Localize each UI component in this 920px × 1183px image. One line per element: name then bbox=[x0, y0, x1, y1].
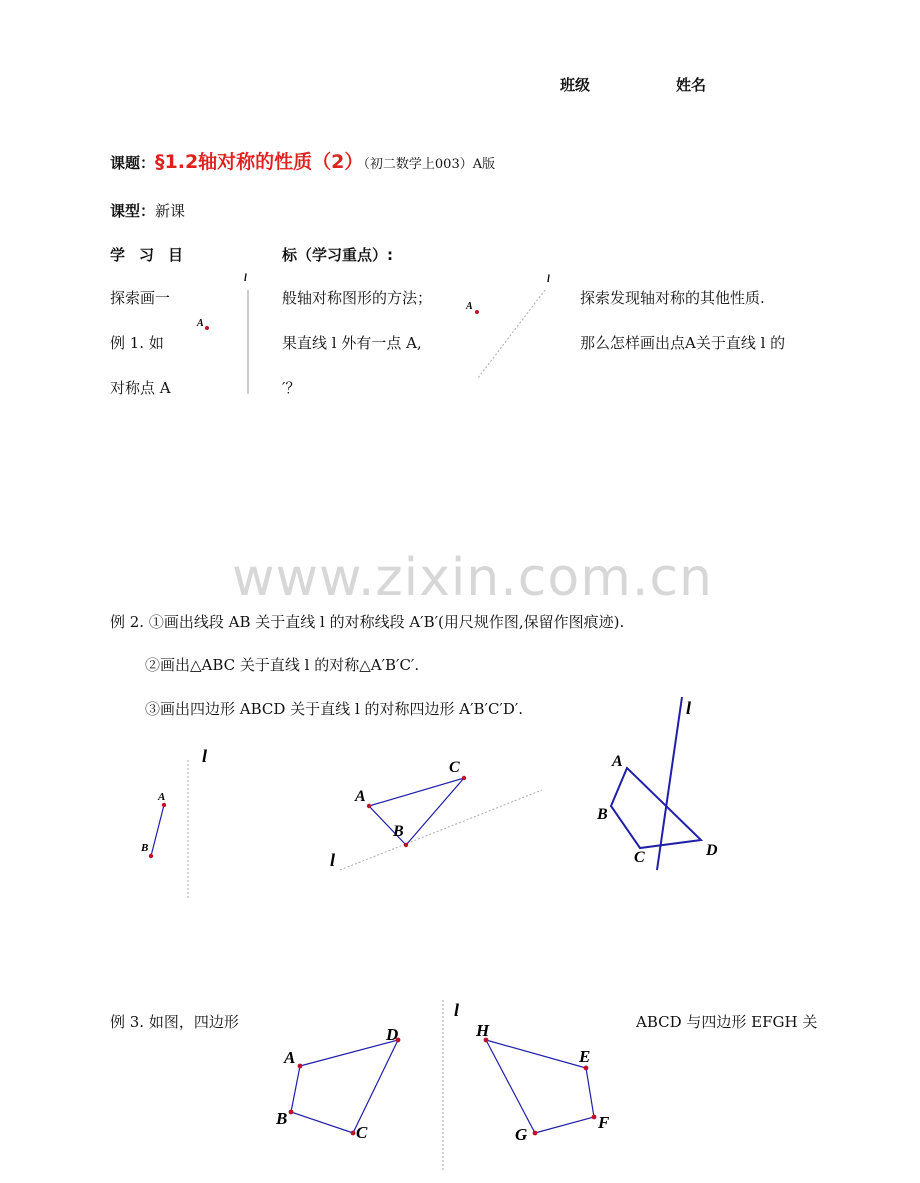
col1-line3: 对称点 A bbox=[110, 379, 171, 397]
example2-line3: ③画出四边形 ABCD 关于直线 l 的对称四边形 A′B′C′D′. bbox=[145, 700, 524, 718]
point-f bbox=[592, 1115, 597, 1120]
objectives-label-a: 学习目 bbox=[110, 246, 198, 264]
example3-right-text: ABCD 与四边形 EFGH 关 bbox=[636, 1013, 818, 1031]
objective-point-a2 bbox=[475, 310, 479, 314]
col1-line1: 探索画一 bbox=[110, 289, 171, 307]
label-c: C bbox=[634, 849, 645, 866]
lesson-title-suffix: （初二数学上003）A版 bbox=[363, 157, 496, 172]
example2-line2: ②画出△ABC 关于直线 l 的对称△A′B′C′. bbox=[145, 656, 420, 674]
label-a: A bbox=[158, 791, 166, 803]
label-l: l bbox=[454, 1000, 460, 1020]
triangle-abc bbox=[369, 778, 464, 845]
label-a: A bbox=[284, 1048, 296, 1067]
label-b: B bbox=[141, 842, 149, 854]
label-d: D bbox=[386, 1025, 399, 1044]
objective-point-a1 bbox=[205, 326, 209, 330]
objective-figure-1 bbox=[196, 273, 248, 394]
col2-line1: 般轴对称图形的方法； bbox=[282, 289, 433, 307]
label-h: H bbox=[476, 1021, 490, 1040]
label-g: G bbox=[515, 1125, 528, 1144]
point-a bbox=[298, 1064, 303, 1069]
quadrilateral-abcd bbox=[291, 1040, 398, 1133]
label-a: A bbox=[355, 788, 366, 805]
label-b: B bbox=[276, 1109, 288, 1128]
label-l: l bbox=[686, 698, 692, 718]
label-d: D bbox=[706, 842, 718, 859]
label-c: C bbox=[449, 759, 460, 776]
col3-line2: 那么怎样画出点A关于直线 l 的 bbox=[580, 334, 786, 352]
point-c bbox=[462, 776, 466, 780]
objective-label-l2: l bbox=[547, 274, 550, 285]
example3-left-text: 例 3. 如图，四边形 bbox=[110, 1013, 239, 1031]
col1-line2: 例 1. 如 bbox=[110, 334, 164, 352]
point-b bbox=[149, 854, 153, 858]
type-value: 新课 bbox=[155, 202, 186, 220]
point-b bbox=[404, 843, 408, 847]
mirror-line-l bbox=[340, 790, 542, 870]
label-c: C bbox=[356, 1123, 368, 1142]
label-l: l bbox=[202, 746, 208, 766]
quadrilateral-abcd bbox=[611, 768, 701, 848]
label-l: l bbox=[330, 850, 336, 870]
watermark: www.zixin.com.cn bbox=[232, 548, 713, 608]
label-e: E bbox=[579, 1047, 591, 1066]
figure-quadrilateral-abcd bbox=[596, 697, 718, 870]
objective-figure-2 bbox=[465, 274, 550, 378]
point-a bbox=[162, 803, 166, 807]
point-c bbox=[351, 1131, 356, 1136]
figure-example3 bbox=[275, 1000, 610, 1170]
objective-dotted-line bbox=[478, 290, 545, 378]
label-a: A bbox=[612, 753, 623, 770]
point-g bbox=[533, 1131, 538, 1136]
label-f: F bbox=[598, 1113, 610, 1132]
objectives-label-b: 标（学习重点）: bbox=[282, 246, 393, 264]
class-label: 班级 bbox=[560, 76, 591, 94]
segment-ab bbox=[151, 805, 164, 856]
figure-segment-ab bbox=[140, 746, 207, 900]
quadrilateral-efgh bbox=[486, 1040, 594, 1133]
objective-label-a2: A bbox=[466, 301, 473, 312]
figure-triangle-abc bbox=[330, 759, 542, 870]
col2-line3: ′？ bbox=[282, 379, 301, 397]
example2-line1: 例 2. ①画出线段 AB 关于直线 l 的对称线段 A′B′(用尺规作图,保留作图痕迹). bbox=[110, 613, 625, 631]
lesson-title: §1.2轴对称的性质（2） bbox=[155, 151, 364, 173]
point-b bbox=[289, 1110, 294, 1115]
point-a bbox=[367, 804, 371, 808]
name-label: 姓名 bbox=[676, 76, 707, 94]
label-b: B bbox=[393, 823, 404, 840]
col2-line2: 果直线 l 外有一点 A, bbox=[282, 334, 422, 352]
title-label: 课题： bbox=[110, 154, 156, 172]
type-label: 课型： bbox=[110, 202, 156, 220]
label-b: B bbox=[597, 806, 608, 823]
col3-line1: 探索发现轴对称的其他性质. bbox=[580, 289, 765, 307]
objective-label-a1: A bbox=[197, 318, 204, 329]
point-e bbox=[584, 1066, 589, 1071]
objective-label-l1: l bbox=[244, 273, 247, 284]
